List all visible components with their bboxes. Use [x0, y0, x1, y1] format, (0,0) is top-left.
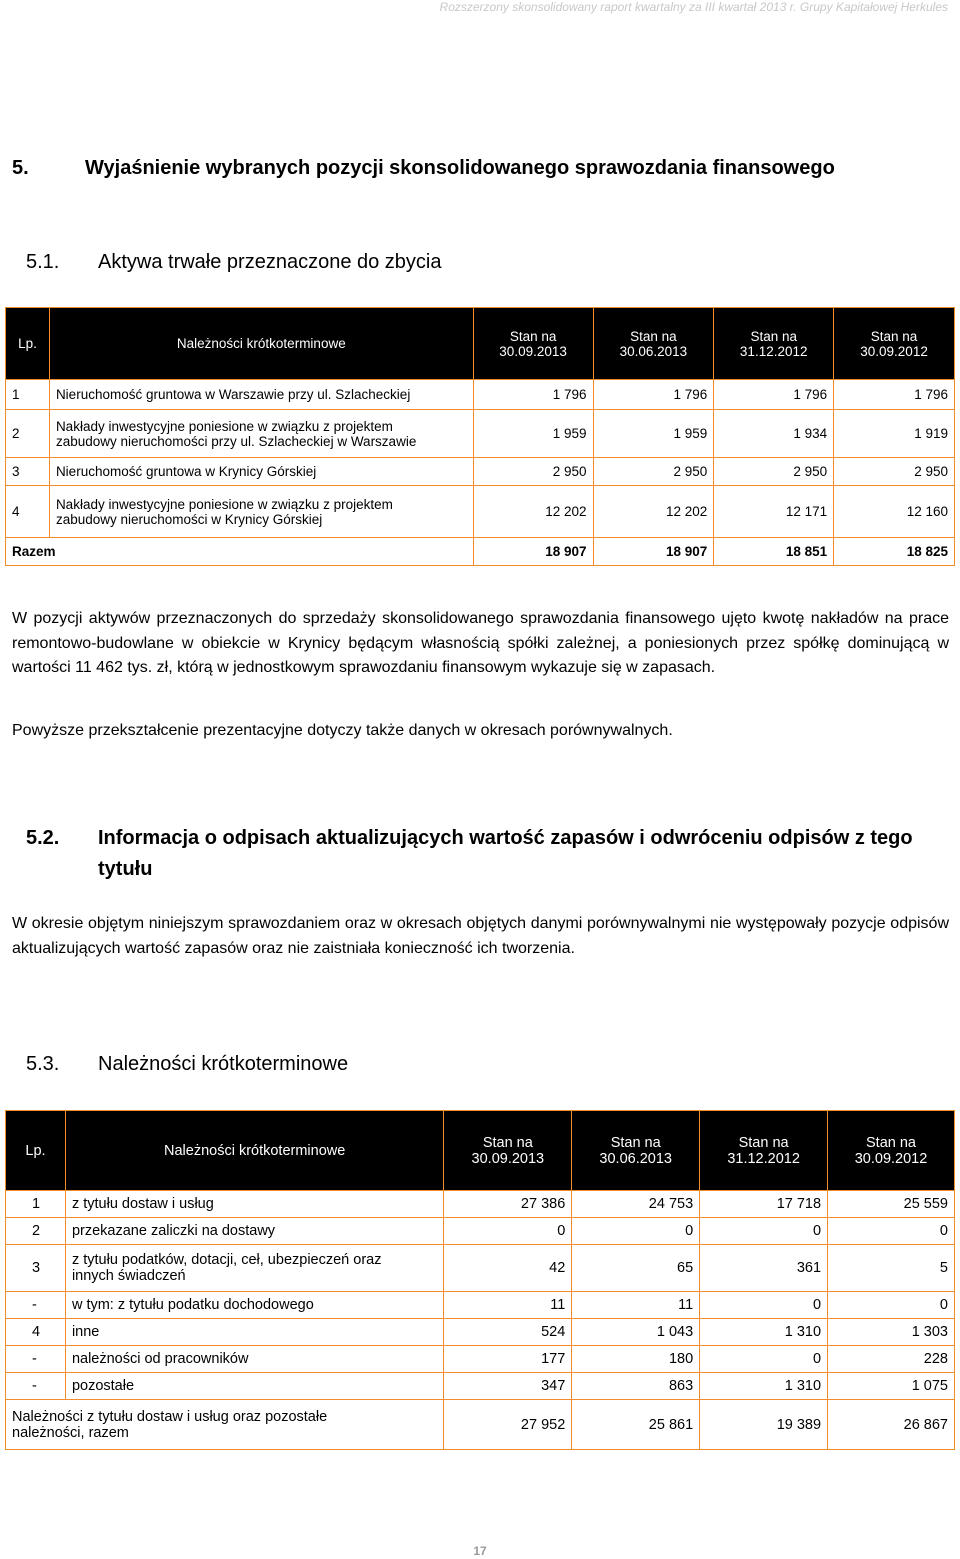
row-lp: 4	[6, 486, 50, 538]
row-value: 12 160	[834, 486, 955, 538]
row-value: 24 753	[572, 1191, 700, 1218]
row-label: Nieruchomość gruntowa w Krynicy Górskiej	[49, 458, 473, 486]
row-value: 228	[828, 1346, 955, 1373]
table-row	[6, 380, 955, 410]
row-value: 180	[572, 1346, 700, 1373]
row-lp: 3	[6, 1245, 66, 1292]
row-value: 0	[444, 1218, 572, 1245]
page-header: Rozszerzony skonsolidowany raport kwartalny za III kwartał 2013 r. Grupy Kapitałowej Herkules	[439, 0, 948, 14]
table-row	[6, 458, 955, 486]
short-term-receivables-table	[5, 1110, 955, 1450]
row-value: 0	[700, 1292, 828, 1319]
total-value: 18 907	[593, 538, 714, 566]
col-header-date: Stan na 31.12.2012	[714, 308, 834, 380]
row-label: należności od pracowników	[65, 1346, 443, 1373]
row-value: 2 950	[714, 458, 834, 486]
row-label: inne	[65, 1319, 443, 1346]
col-header-date: Stan na 30.09.2013	[473, 308, 593, 380]
col-header-date: Stan na 30.06.2013	[593, 308, 714, 380]
row-label: Nakłady inwestycyjne poniesione w związku z projektem zabudowy nieruchomości przy ul. Szlacheckiej w Warszawie	[49, 410, 473, 458]
total-value: 25 861	[572, 1400, 700, 1450]
row-value: 42	[444, 1245, 572, 1292]
row-value: 11	[572, 1292, 700, 1319]
row-lp: 4	[6, 1319, 66, 1346]
row-lp: -	[6, 1346, 66, 1373]
section-number: 5.1.	[26, 251, 60, 273]
total-value: 19 389	[700, 1400, 828, 1450]
row-label: Nieruchomość gruntowa w Warszawie przy ul. Szlacheckiej	[49, 380, 473, 410]
row-value: 25 559	[828, 1191, 955, 1218]
col-header-date: Stan na 30.09.2013	[444, 1111, 572, 1191]
row-lp: -	[6, 1292, 66, 1319]
total-value: 18 907	[473, 538, 593, 566]
row-lp: 2	[6, 1218, 66, 1245]
row-value: 65	[572, 1245, 700, 1292]
paragraph: W pozycji aktywów przeznaczonych do sprzedaży skonsolidowanego sprawozdania finansowego ujęto kwotę nakładów na prace remontowo-budowlane w obiekcie w Krynicy będącym własnością spółki zależnej, a poniesionych przez spółkę dominującą w wartości 11 462 tys. zł, którą w jednostkowym sprawozdaniu finansowym wykazuje się w zapasach.	[12, 610, 949, 676]
row-value: 1 075	[828, 1373, 955, 1400]
table-row	[6, 1319, 955, 1346]
row-value: 1 959	[593, 410, 714, 458]
row-value: 1 919	[834, 410, 955, 458]
total-label: Należności z tytułu dostaw i usług oraz pozostałe należności, razem	[6, 1400, 444, 1450]
section-title: Należności krótkoterminowe	[98, 1053, 349, 1075]
table-row	[6, 1191, 955, 1218]
row-lp: 1	[6, 1191, 66, 1218]
table-row	[6, 410, 955, 458]
row-value: 177	[444, 1346, 572, 1373]
total-value: 18 825	[834, 538, 955, 566]
row-value: 1 310	[700, 1373, 828, 1400]
row-label: przekazane zaliczki na dostawy	[65, 1218, 443, 1245]
row-value: 1 959	[473, 410, 593, 458]
row-label: pozostałe	[65, 1373, 443, 1400]
total-value: 27 952	[444, 1400, 572, 1450]
row-lp: 1	[6, 380, 50, 410]
row-value: 12 171	[714, 486, 834, 538]
col-header-date: Stan na 31.12.2012	[700, 1111, 828, 1191]
row-value: 2 950	[473, 458, 593, 486]
row-label: w tym: z tytułu podatku dochodowego	[65, 1292, 443, 1319]
section-number: 5.3.	[26, 1053, 60, 1075]
row-label: Nakłady inwestycyjne poniesione w związku z projektem zabudowy nieruchomości w Krynicy Górskiej	[49, 486, 473, 538]
row-value: 0	[828, 1292, 955, 1319]
section-number: 5.2.	[26, 827, 60, 849]
col-header-item: Należności krótkoterminowe	[65, 1111, 443, 1191]
table-row	[6, 486, 955, 538]
section-title: Wyjaśnienie wybranych pozycji skonsolidowanego sprawozdania finansowego	[85, 157, 835, 179]
row-value: 347	[444, 1373, 572, 1400]
row-value: 1 934	[714, 410, 834, 458]
row-value: 12 202	[593, 486, 714, 538]
col-header-date: Stan na 30.09.2012	[828, 1111, 955, 1191]
row-value: 1 796	[714, 380, 834, 410]
assets-held-for-sale-table	[5, 307, 955, 566]
total-value: 26 867	[828, 1400, 955, 1450]
row-value: 1 796	[834, 380, 955, 410]
row-value: 1 303	[828, 1319, 955, 1346]
row-label: z tytułu podatków, dotacji, ceł, ubezpieczeń oraz innych świadczeń	[65, 1245, 443, 1292]
col-header-date: Stan na 30.09.2012	[834, 308, 955, 380]
row-value: 11	[444, 1292, 572, 1319]
row-lp: 3	[6, 458, 50, 486]
row-value: 0	[828, 1218, 955, 1245]
table-row	[6, 1218, 955, 1245]
paragraph: Powyższe przekształcenie prezentacyjne dotyczy także danych w okresach porównywalnych.	[12, 722, 673, 739]
total-label: Razem	[6, 538, 474, 566]
row-value: 0	[572, 1218, 700, 1245]
row-value: 0	[700, 1346, 828, 1373]
row-value: 1 043	[572, 1319, 700, 1346]
row-value: 27 386	[444, 1191, 572, 1218]
row-lp: 2	[6, 410, 50, 458]
table-row	[6, 1292, 955, 1319]
page-number: 17	[473, 1544, 487, 1558]
row-value: 2 950	[834, 458, 955, 486]
col-header-lp: Lp.	[6, 1111, 66, 1191]
row-value: 12 202	[473, 486, 593, 538]
table-row	[6, 1346, 955, 1373]
row-value: 524	[444, 1319, 572, 1346]
row-label: z tytułu dostaw i usług	[65, 1191, 443, 1218]
table-row	[6, 1245, 955, 1292]
section-title: Aktywa trwałe przeznaczone do zbycia	[98, 251, 442, 273]
row-value: 1 796	[473, 380, 593, 410]
table-total-row	[6, 1400, 955, 1450]
col-header-item: Należności krótkoterminowe	[49, 308, 473, 380]
paragraph: W okresie objętym niniejszym sprawozdaniem oraz w okresach objętych danymi porównywalnymi nie występowały pozycje odpisów aktualizujących wartość zapasów oraz nie zaistniała konieczność ich tworzenia.	[12, 915, 949, 957]
row-value: 1 796	[593, 380, 714, 410]
row-value: 1 310	[700, 1319, 828, 1346]
section-title: Informacja o odpisach aktualizujących wartość zapasów i odwróceniu odpisów z tego tytułu	[98, 827, 913, 880]
row-value: 17 718	[700, 1191, 828, 1218]
table-total-row	[6, 538, 955, 566]
row-value: 0	[700, 1218, 828, 1245]
col-header-lp: Lp.	[6, 308, 50, 380]
row-value: 361	[700, 1245, 828, 1292]
table-row	[6, 1373, 955, 1400]
section-number: 5.	[12, 157, 29, 179]
row-lp: -	[6, 1373, 66, 1400]
row-value: 2 950	[593, 458, 714, 486]
total-value: 18 851	[714, 538, 834, 566]
col-header-date: Stan na 30.06.2013	[572, 1111, 700, 1191]
row-value: 5	[828, 1245, 955, 1292]
row-value: 863	[572, 1373, 700, 1400]
